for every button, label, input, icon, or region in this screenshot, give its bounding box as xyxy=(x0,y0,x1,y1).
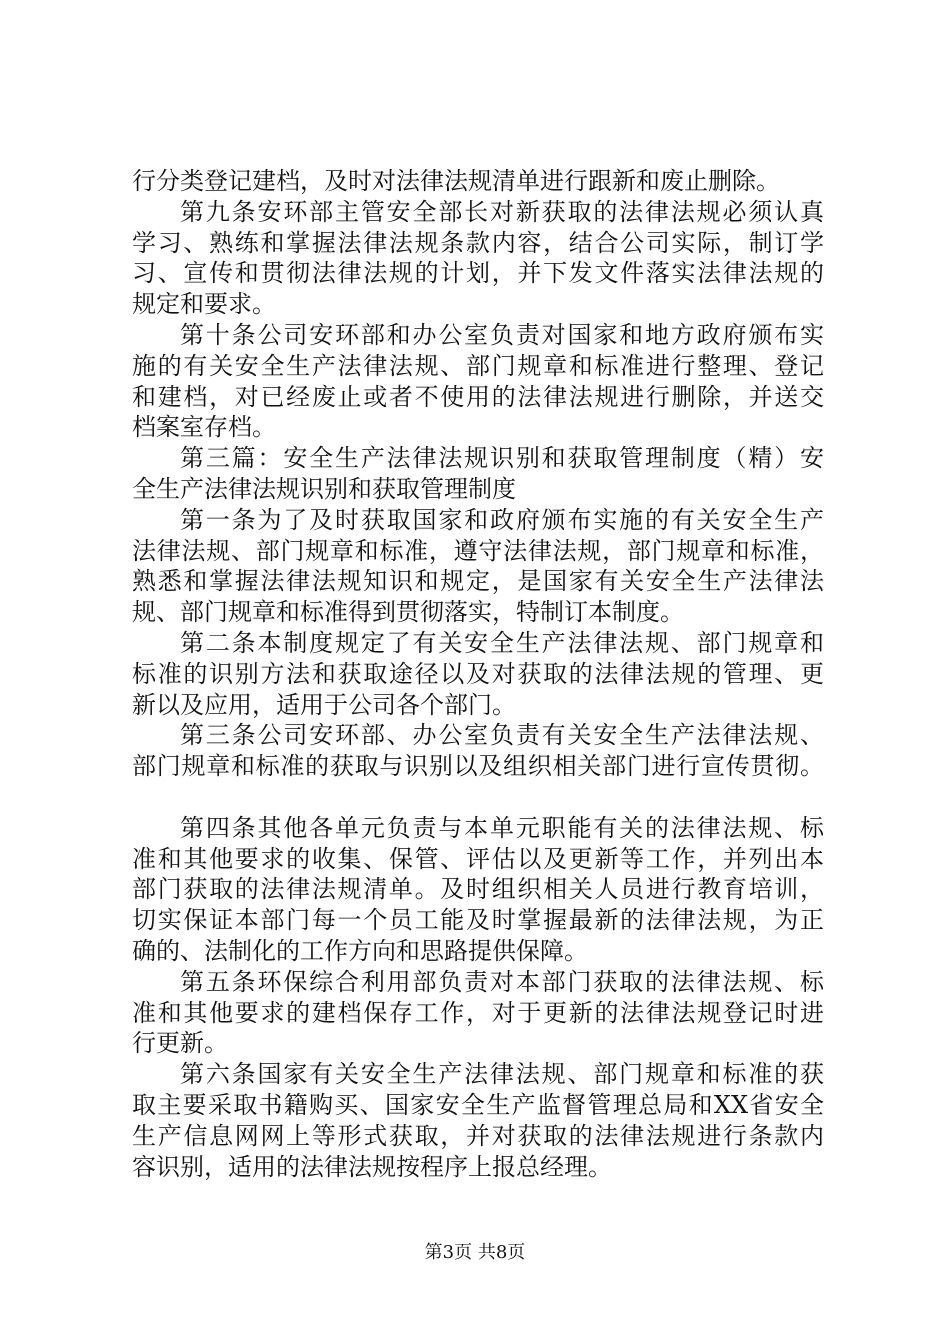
text-line: 确的、法制化的工作方向和思路提供保障。 xyxy=(132,936,588,965)
text-line: 施的有关安全生产法律法规、部门规章和标准进行整理、登记 xyxy=(132,351,824,380)
text-line: 全生产法律法规识别和获取管理制度 xyxy=(132,474,516,503)
text-line: 部门规章和标准的获取与识别以及组织相关部门进行宣传贯彻。 xyxy=(132,752,824,781)
text-line: 标准的识别方法和获取途径以及对获取的法律法规的管理、更 xyxy=(132,659,824,688)
page-number: 第3页 共8页 xyxy=(424,1242,526,1263)
text-line: 取主要采取书籍购买、国家安全生产监督管理总局和XX省安全 xyxy=(132,1090,824,1119)
text-line: 生产信息网网上等形式获取，并对获取的法律法规进行条款内 xyxy=(132,1121,824,1150)
text-line: 准和其他要求的收集、保管、评估以及更新等工作，并列出本 xyxy=(132,844,824,873)
text-line: 第一条为了及时获取国家和政府颁布实施的有关安全生产 xyxy=(180,505,824,534)
text-line: 第三条公司安环部、办公室负责有关安全生产法律法规、 xyxy=(180,721,824,750)
text-line: 第四条其他各单元负责与本单元职能有关的法律法规、标 xyxy=(180,813,824,842)
text-line: 档案室存档。 xyxy=(132,413,276,442)
text-line: 习、宣传和贯彻法律法规的计划，并下发文件落实法律法规的 xyxy=(132,259,824,288)
text-line: 第三篇：安全生产法律法规识别和获取管理制度（精）安 xyxy=(180,444,824,473)
text-line: 法律法规、部门规章和标准，遵守法律法规，部门规章和标准， xyxy=(132,536,824,565)
text-line: 切实保证本部门每一个员工能及时掌握最新的法律法规，为正 xyxy=(132,906,824,935)
text-line: 第六条国家有关安全生产法律法规、部门规章和标准的获 xyxy=(180,1060,824,1089)
text-line: 学习、熟练和掌握法律法规条款内容，结合公司实际，制订学 xyxy=(132,228,824,257)
document-body xyxy=(132,166,824,1182)
text-line: 熟悉和掌握法律法规知识和规定，是国家有关安全生产法律法 xyxy=(132,567,824,596)
text-line: 部门获取的法律法规清单。及时组织相关人员进行教育培训， xyxy=(132,875,824,904)
text-line: 第五条环保综合利用部负责对本部门获取的法律法规、标 xyxy=(180,967,824,996)
paragraph-gap xyxy=(132,782,824,813)
text-line: 规定和要求。 xyxy=(132,290,276,319)
text-line: 准和其他要求的建档保存工作，对于更新的法律法规登记时进 xyxy=(132,998,824,1027)
text-line: 行更新。 xyxy=(132,1029,228,1058)
text-line: 和建档，对已经废止或者不使用的法律法规进行删除，并送交 xyxy=(132,382,824,411)
text-line: 第二条本制度规定了有关安全生产法律法规、部门规章和 xyxy=(180,628,824,657)
text-line: 容识别，适用的法律法规按程序上报总经理。 xyxy=(132,1152,612,1181)
text-line: 第九条安环部主管安全部长对新获取的法律法规必须认真 xyxy=(180,197,824,226)
text-line: 规、部门规章和标准得到贯彻落实，特制订本制度。 xyxy=(132,598,684,627)
text-line: 第十条公司安环部和办公室负责对国家和地方政府颁布实 xyxy=(180,320,824,349)
text-line: 新以及应用，适用于公司各个部门。 xyxy=(132,690,516,719)
text-line: 行分类登记建档，及时对法律法规清单进行跟新和废止删除。 xyxy=(132,167,780,195)
